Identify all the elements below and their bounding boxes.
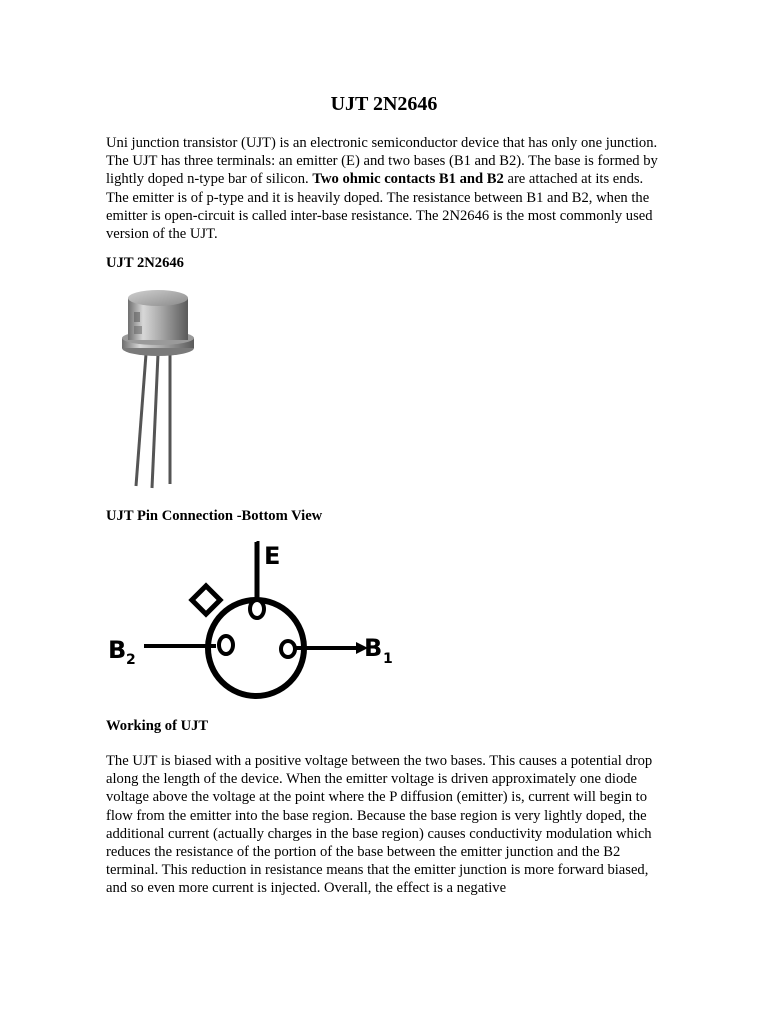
working-section-heading: Working of UJT (106, 718, 209, 734)
intro-text-start: Uni junction transistor (UJT) is an electronic semiconductor device that has only one junction. The UJT has three terminals: an emitter (E) and two bases (B1 and B2). The base is formed by lightly doped n-type bar of silicon. (106, 135, 658, 188)
intro-text-end: are attached at its ends. The emitter is of p-type and it is heavily doped. The resistance between B1 and B2, when the emitter is open-circuit is called inter-base resistance. The 2N2646 is the most commonly used version of the UJT. (106, 171, 653, 243)
base1-pin (281, 641, 295, 657)
base2-label: B (108, 636, 127, 664)
photo-section-heading: UJT 2N2646 (106, 255, 184, 271)
emitter-label: E (264, 542, 281, 570)
working-paragraph: The UJT is biased with a positive voltage between the two bases. This causes a potential drop along the length of the device. When the emitter voltage is driven approximately one diode voltage above the voltage at the point where the P diffusion (emitter) is, current will begin to flow from the emitter into the base region. Because the base region is very lightly doped, the additional current (actually charges in the base region) causes conductivity modulation which reduces the resistance of the portion of the base between the emitter junction and the B2 terminal. This reduction in resistance means that the emitter junction is more forward biased, and so even more current is injected. Overall, the effect is a negative (106, 753, 653, 897)
emitter-pin (250, 600, 264, 618)
transistor-photo (116, 286, 204, 490)
base1-label: B (364, 634, 383, 662)
page-title: UJT 2N2646 (330, 93, 438, 115)
pinout-section-heading: UJT Pin Connection -Bottom View (106, 508, 323, 524)
base1-subscript: 1 (383, 651, 393, 667)
base2-pin (219, 636, 233, 654)
intro-bold-text: Two ohmic contacts B1 and B2 (312, 171, 504, 188)
transistor-tab (192, 586, 220, 614)
pin-connection-diagram (106, 536, 396, 704)
intro-paragraph (106, 134, 662, 243)
base2-subscript: 2 (126, 652, 136, 668)
